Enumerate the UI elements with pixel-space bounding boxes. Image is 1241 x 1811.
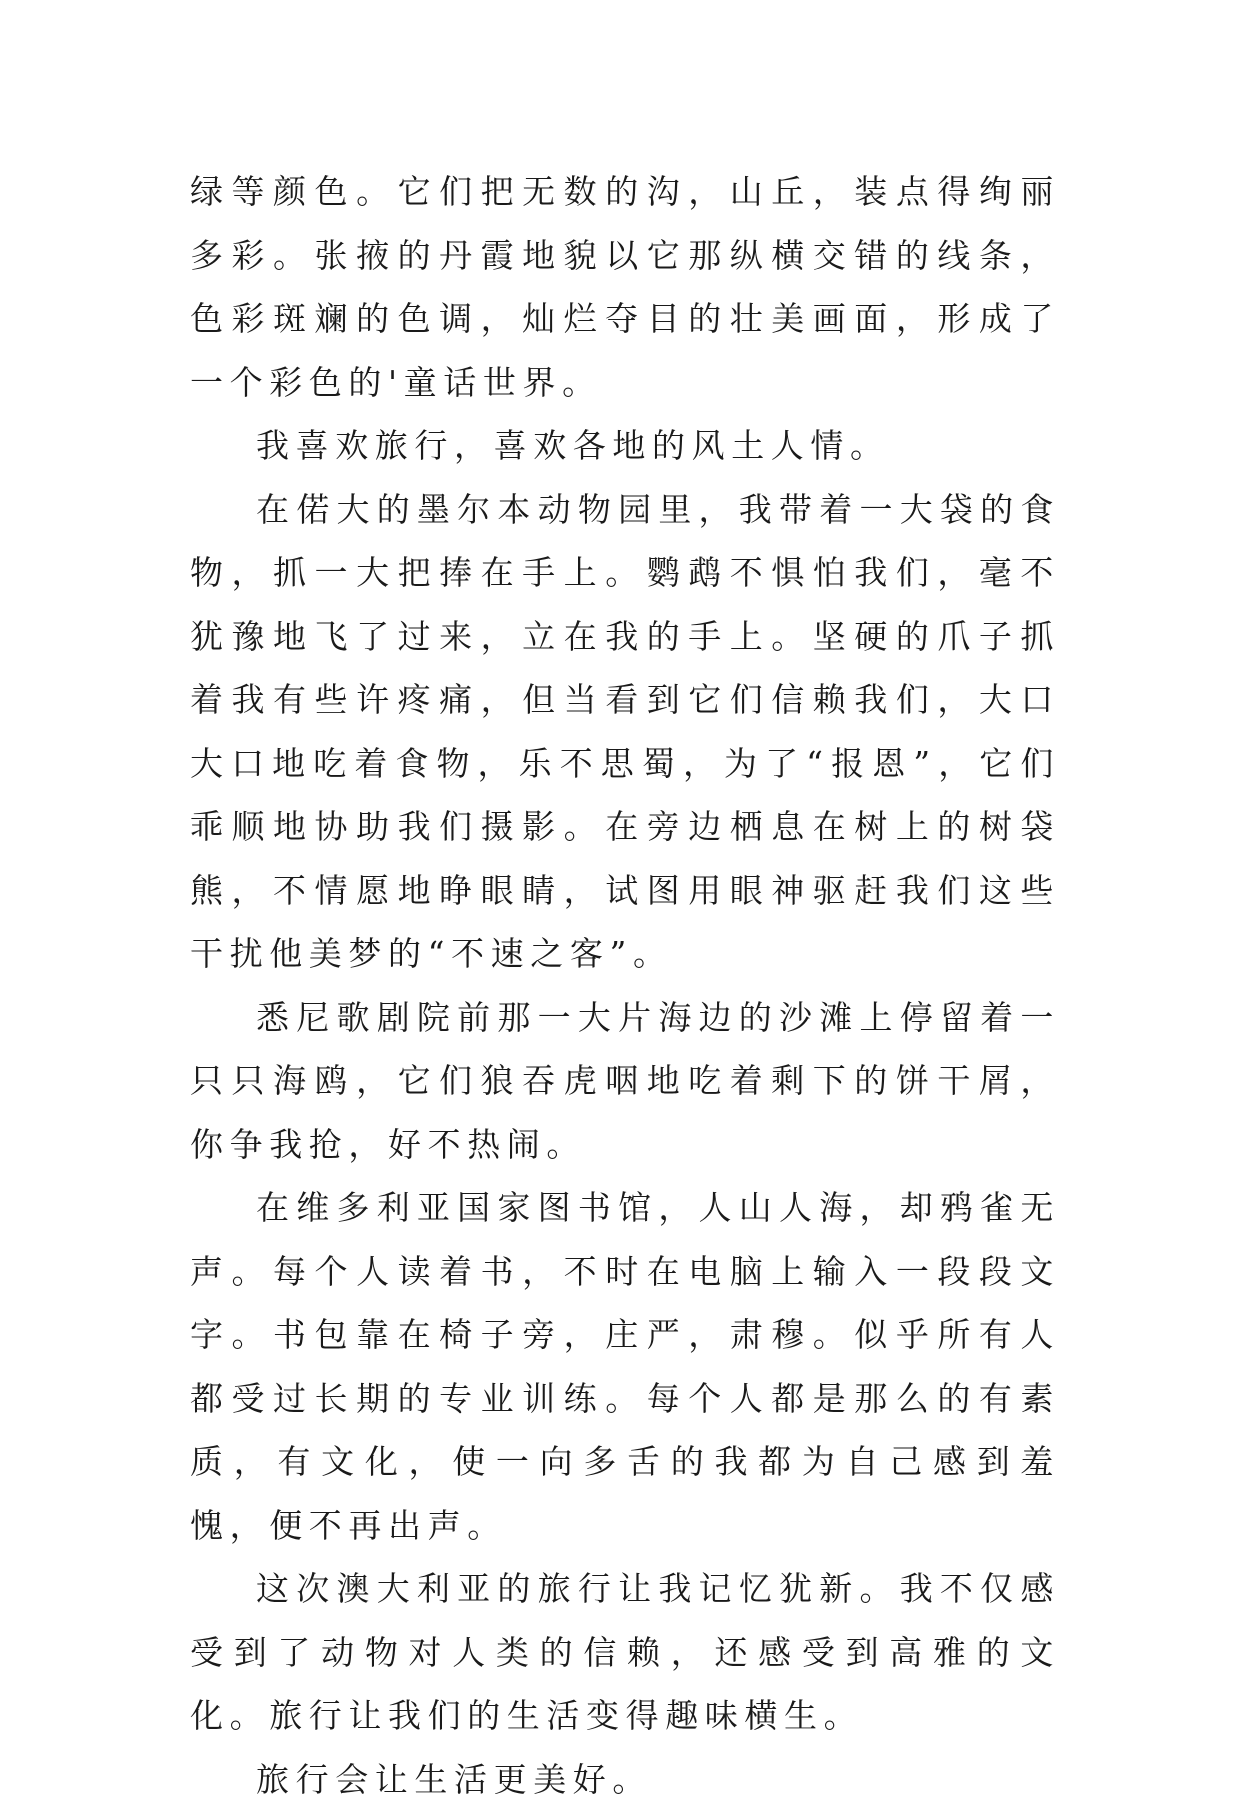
paragraph: 我喜欢旅行，喜欢各地的风土人情。: [190, 414, 1060, 478]
paragraph: 旅行会让生活更美好。: [190, 1748, 1060, 1811]
paragraph: 这次澳大利亚的旅行让我记忆犹新。我不仅感受到了动物对人类的信赖，还感受到高雅的文化。旅行让我们的生活变得趣味横生。: [190, 1557, 1060, 1748]
paragraph: 在偌大的墨尔本动物园里，我带着一大袋的食物，抓一大把捧在手上。鹦鹉不惧怕我们，毫不犹豫地飞了过来，立在我的手上。坚硬的爪子抓着我有些许疼痛，但当看到它们信赖我们，大口大口地吃着食物，乐不思蜀，为了“报恩”，它们乖顺地协助我们摄影。在旁边栖息在树上的树袋熊，不情愿地睁眼睛，试图用眼神驱赶我们这些干扰他美梦的“不速之客”。: [190, 478, 1060, 986]
paragraph: 在维多利亚国家图书馆，人山人海，却鸦雀无声。每个人读着书，不时在电脑上输入一段段文字。书包靠在椅子旁，庄严，肃穆。似乎所有人都受过长期的专业训练。每个人都是那么的有素质，有文化，使一向多舌的我都为自己感到羞愧，便不再出声。: [190, 1176, 1060, 1557]
paragraph-continuation: 绿等颜色。它们把无数的沟，山丘，装点得绚丽多彩。张掖的丹霞地貌以它那纵横交错的线条，色彩斑斓的色调，灿烂夺目的壮美画面，形成了一个彩色的'童话世界。: [190, 160, 1060, 414]
paragraph: 悉尼歌剧院前那一大片海边的沙滩上停留着一只只海鸥，它们狼吞虎咽地吃着剩下的饼干屑，你争我抢，好不热闹。: [190, 986, 1060, 1177]
document-body: [190, 160, 1060, 1811]
